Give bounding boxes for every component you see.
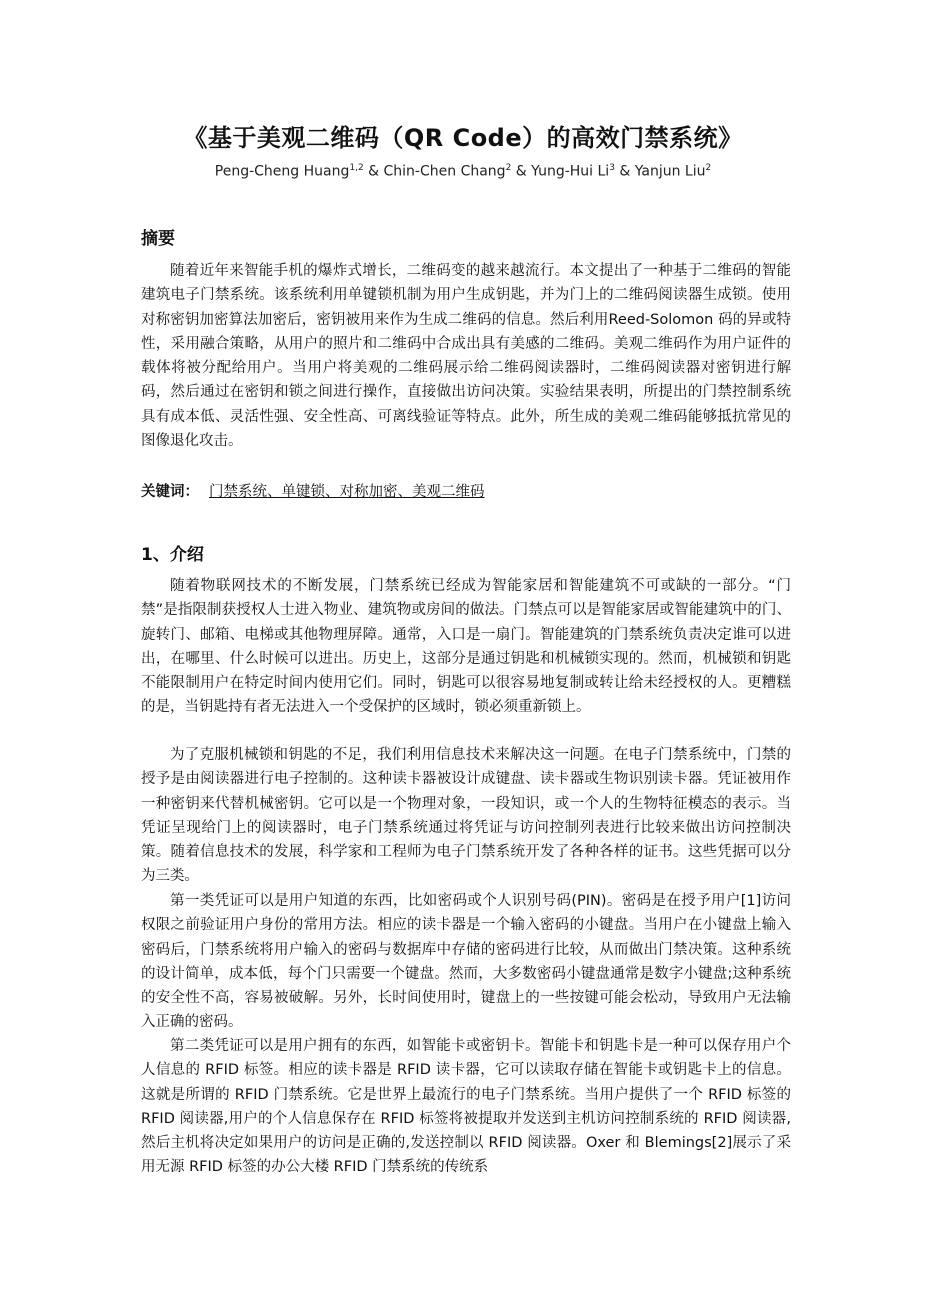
section-heading: 1、介绍 [141, 545, 204, 565]
body-paragraph: 为了克服机械锁和钥匙的不足，我们利用信息技术来解决这一问题。在电子门禁系统中，门禁的授予是由阅读器进行电子控制的。这种读卡器被设计成键盘、读卡器或生物识别读卡器。凭证被用作一种密钥来代替机械密钥。它可以是一个物理对象，一段知识，或一个人的生物特征模态的表示。当凭证呈现给门上的阅读器时，电子门禁系统通过将凭证与访问控制列表进行比较来做出访问控制决策。随着信息技术的发展，科学家和工程师为电子门禁系统开发了各种各样的证书。这些凭据可以分为三类。 [141, 747, 791, 885]
author-name: Chin-Chen Chang [383, 163, 506, 180]
author-affiliation: 1,2 [349, 163, 364, 173]
body-paragraph: 第一类凭证可以是用户知道的东西，比如密码或个人识别号码(PIN)。密码是在授予用户[1]访问权限之前验证用户身份的常用方法。相应的读卡器是一个输入密码的小键盘。当用户在小键盘上输入密码后，门禁系统将用户输入的密码与数据库中存储的密码进行比较，从而做出门禁决策。这种系统的设计简单，成本低，每个门只需要一个键盘。然而，大多数密码小键盘通常是数字小键盘;这种系统的安全性不高，容易被破解。另外，长时间使用时，键盘上的一些按键可能会松动，导致用户无法输入正确的密码。 [141, 893, 791, 1031]
body-paragraph: 第二类凭证可以是用户拥有的东西，如智能卡或密钥卡。智能卡和钥匙卡是一种可以保存用户个人信息的 RFID 标签。相应的读卡器是 RFID 读卡器，它可以读取存储在智能卡或钥匙卡上的信息。这就是所谓的 RFID 门禁系统。它是世界上最流行的电子门禁系统。当用户提供了一个 RFID 标签的 RFID 阅读器,用户的个人信息保存在 RFID 标签将被提取并发送到主机访问控制系统的 RFID 阅读器,然后主机将决定如果用户的访问是正确的,发送控制以 RFID 阅读器。Oxer 和 Blemings[2]展示了采用无源 RFID 标签的办公大楼 RFID 门禁系统的传统系 [141, 1038, 791, 1176]
author-name: Yanjun Liu [634, 163, 706, 180]
paper-title: 《基于美观二维码（QR Code）的高效门禁系统》 [183, 124, 743, 152]
author-name: Peng-Cheng Huang [214, 163, 350, 180]
abstract-heading: 摘要 [141, 229, 175, 249]
author-affiliation: 3 [609, 163, 615, 173]
author-name: Yung-Hui Li [531, 163, 610, 180]
author-separator: & [511, 163, 532, 180]
body-paragraph: 随着物联网技术的不断发展，门禁系统已经成为智能家居和智能建筑不可或缺的一部分。“门禁”是指限制获授权人士进入物业、建筑物或房间的做法。门禁点可以是智能家居或智能建筑中的门、旋转门、邮箱、电梯或其他物理屏障。通常，入口是一扇门。智能建筑的门禁系统负责决定谁可以进出，在哪里、什么时候可以进出。历史上，这部分是通过钥匙和机械锁实现的。然而，机械锁和钥匙不能限制用户在特定时间内使用它们。同时，钥匙可以很容易地复制或转让给未经授权的人。更糟糕的是，当钥匙持有者无法进入一个受保护的区域时，锁必须重新锁上。 [141, 578, 791, 716]
abstract-paragraph: 随着近年来智能手机的爆炸式增长，二维码变的越来越流行。本文提出了一种基于二维码的智能建筑电子门禁系统。该系统利用单键锁机制为用户生成钥匙，并为门上的二维码阅读器生成锁。使用对称密钥加密算法加密后，密钥被用来作为生成二维码的信息。然后利用Reed-Solomon 码的异或特性，采用融合策略，从用户的照片和二维码中合成出具有美感的二维码。美观二维码作为用户证件的载体将被分配给用户。当用户将美观的二维码展示给二维码阅读器时，二维码阅读器对密钥进行解码，然后通过在密钥和锁之间进行操作，直接做出访问决策。实验结果表明，所提出的门禁控制系统具有成本低、灵活性强、安全性高、可离线验证等特点。此外，所生成的美观二维码能够抵抗常见的图像退化攻击。 [141, 263, 791, 450]
author-affiliation: 2 [705, 163, 712, 173]
author-affiliation: 2 [505, 163, 512, 173]
keywords-text: 门禁系统、单键锁、对称加密、美观二维码 [209, 484, 485, 500]
author-separator: & [614, 163, 635, 180]
keywords-line [141, 480, 495, 501]
author-separator: & [363, 163, 384, 180]
author-line [0, 163, 926, 180]
keywords-label: 关键词： [141, 484, 199, 500]
